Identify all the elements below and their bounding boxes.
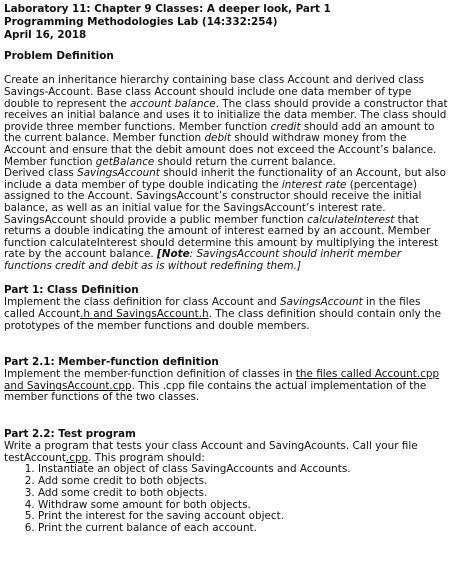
document-date: April 16, 2018 (4, 28, 87, 41)
list-item: 2. Add some credit to both objects. (38, 476, 450, 488)
list-item: 6. Print the current balance of each account. (38, 523, 450, 535)
part21-section (4, 356, 450, 404)
problem-paragraph-1: Create an inheritance hierarchy containing base class Account and derived class Savings-Account. Base class Account should include one data member of type double to represent the account balance. The class should provide a constructor that receives an initial balance and uses it to initialize the data member. The class should provide three member functions. Member function credit should add an amount to the current balance. Member function debit should withdraw money from the Account and ensure that the debit amount does not exceed the Account’s balance. Member function getBalance should return the current balance. (4, 74, 448, 168)
note-text: : SavingsAccount should inherit member functions credit and debit as is without redefining them.] (4, 248, 402, 272)
list-item: 1. Instantiate an object of class SavingAccounts and Accounts. (38, 464, 450, 476)
problem-definition-section (4, 50, 450, 272)
part1-section (4, 284, 450, 332)
document-header (4, 3, 450, 41)
note-label: [Note (157, 248, 190, 261)
part22-heading: Part 2.2: Test program (4, 428, 136, 441)
test-steps-list (4, 464, 450, 535)
course-title: Programming Methodologies Lab (14:332:254) (4, 15, 278, 28)
part22-paragraph: Write a program that tests your class Account and SavingAcounts. Call your file testAccount.cpp. This program should: (4, 440, 418, 464)
part22-section (4, 428, 450, 535)
part1-heading: Part 1: Class Definition (4, 284, 139, 297)
list-item: 5. Print the interest for the saving account object. (38, 511, 450, 523)
list-item: 4. Withdraw some amount for both objects. (38, 500, 450, 512)
test-file-reference: .cpp (65, 451, 89, 464)
part1-paragraph: Implement the class definition for class Account and SavingsAccount in the files called Account.h and SavingsAccount.h. The class definition should contain only the prototypes of the member functions and double members. (4, 296, 442, 332)
part21-paragraph: Implement the member-function definition of classes in the files called Account.cpp and SavingsAccount.cpp. This .cpp file contains the actual implementation of the member functions of the two classes. (4, 368, 440, 404)
lab-title: Laboratory 11: Chapter 9 Classes: A deeper look, Part 1 (4, 3, 331, 15)
cpp-files-reference: the files called Account.cpp and SavingsAccount.cpp (4, 368, 440, 392)
list-item: 3. Add some credit to both objects. (38, 488, 450, 500)
part21-heading: Part 2.1: Member-function definition (4, 356, 219, 369)
problem-paragraph-2: Derived class SavingsAccount should inherit the functionality of an Account, but also include a data member of type double indicating the interest rate (percentage) assigned to the Account. SavingsAccount’s constructor should receive the initial balance, as well as an initial value for the SavingsAccount’s interest rate. SavingsAccount should provide a public member function calculateInterest that returns a double indicating the amount of interest earned by an account. Member function calculateInterest should determine this amount by multiplying the interest rate by the account balance. [Note: SavingsAccount should inherit member functions credit and debit as is without redefining them.] (4, 167, 447, 272)
problem-definition-heading: Problem Definition (4, 50, 114, 63)
header-files-reference: .h and SavingsAccount.h (80, 308, 209, 321)
